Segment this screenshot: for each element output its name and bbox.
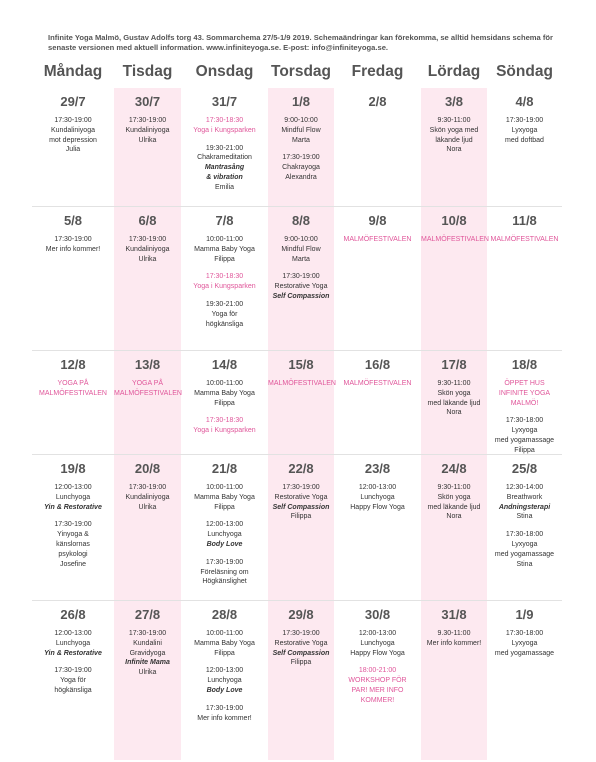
class-event — [268, 629, 334, 668]
event-line: Föreläsning om — [200, 568, 249, 576]
event-time: 10:00-11:00 — [206, 484, 243, 491]
event-time: 9:00-10:00 — [284, 117, 318, 124]
class-event — [181, 300, 268, 329]
event-time: 17:30-18:30 — [205, 417, 244, 425]
event-line: högkänsliga — [54, 686, 92, 694]
class-event — [421, 379, 487, 418]
event-time: 17:30-19:00 — [54, 667, 92, 675]
day-header: Söndag — [496, 62, 553, 80]
highlight-event — [114, 379, 181, 399]
event-line: KOMMER! — [360, 696, 395, 704]
event-time: 17:30-19:00 — [128, 117, 167, 124]
class-event — [181, 483, 268, 512]
event-line: Yoga för — [211, 310, 238, 318]
event-line: Skön yoga — [437, 493, 471, 501]
event-time: 18:00-21:00 — [358, 667, 397, 675]
event-time: 12:00-13:00 — [358, 630, 397, 637]
event-line: Mamma Baby Yoga — [194, 245, 255, 253]
event-line: mot depression — [49, 136, 97, 144]
event-line: Filippa — [514, 446, 535, 454]
event-line: känslornas — [56, 540, 90, 548]
day-cell — [114, 88, 181, 207]
event-line: Mer info kommer! — [197, 714, 252, 722]
event-line: Filippa — [290, 513, 312, 521]
event-line: Mamma Baby Yoga — [194, 493, 255, 501]
event-time: 17:30-19:00 — [54, 521, 92, 529]
class-event — [181, 144, 268, 193]
event-time: 17:30-19:00 — [54, 117, 92, 124]
schedule-intro: Infinite Yoga Malmö, Gustav Adolfs torg 43. Sommarchema 27/5-1/9 2019. Schemaändringar kan förekomma, se alltid hemsidans schema för senaste versionen med aktuell information. www.infiniteyoga.se. E-post: info@infiniteyoga.se. — [48, 33, 554, 53]
event-line: Mer info kommer! — [45, 245, 101, 253]
event-line: Ulrika — [138, 136, 157, 144]
day-date: 13/8 — [134, 357, 161, 372]
event-line: Kundaliniyoga — [125, 493, 170, 501]
day-cell — [268, 351, 334, 455]
day-date: 8/8 — [291, 213, 311, 228]
event-line: WORKSHOP FÖR — [348, 677, 407, 685]
class-event — [181, 666, 268, 695]
event-line: Lyxyoga — [511, 639, 538, 647]
event-line: Self Compassion — [272, 503, 330, 511]
class-event — [114, 116, 181, 145]
highlight-event — [181, 416, 268, 436]
day-header: Onsdag — [195, 62, 254, 80]
event-line: Lyxyoga — [511, 427, 538, 435]
class-event — [114, 629, 181, 678]
day-date: 9/8 — [368, 213, 387, 228]
class-event — [421, 116, 487, 155]
day-date: 17/8 — [441, 357, 467, 372]
event-time: MALMÖFESTIVALEN — [268, 380, 336, 387]
event-line: Skön yoga med — [429, 126, 479, 134]
schedule-grid — [32, 55, 562, 760]
event-line: MALMÖFESTIVALEN — [39, 389, 107, 397]
event-line: med läkande ljud — [427, 399, 481, 407]
event-time: 17:30-18:00 — [505, 531, 544, 539]
event-time: 17:30-19:00 — [282, 273, 320, 281]
event-line: Happy Flow Yoga — [350, 649, 405, 657]
class-event — [32, 235, 114, 255]
class-event — [32, 666, 114, 695]
event-line: Ulrika — [138, 255, 157, 263]
event-line: Body Love — [206, 540, 243, 548]
event-time: 17:30-19:00 — [282, 630, 320, 637]
event-time: 19:30-21:00 — [205, 300, 244, 308]
event-time: 17:30-19:00 — [128, 630, 167, 637]
class-event — [421, 629, 487, 649]
day-cell — [421, 601, 487, 760]
event-line: Högkänslighet — [202, 578, 247, 586]
class-event — [268, 153, 334, 182]
event-line: Self Compassion — [272, 292, 330, 300]
day-date: 28/8 — [211, 607, 238, 622]
event-line: Filippa — [214, 503, 235, 511]
event-line: Josefine — [59, 560, 87, 568]
event-time: 17:30-19:00 — [205, 558, 244, 566]
class-event — [181, 520, 268, 549]
event-line: Filippa — [214, 255, 235, 263]
event-line: Yin & Restorative — [44, 649, 102, 657]
day-cell — [334, 455, 421, 601]
event-time: 9:30-11:00 — [437, 484, 471, 491]
event-line: Filippa — [290, 659, 312, 667]
event-time: 9:30-11:00 — [437, 117, 471, 124]
event-line: Nora — [446, 409, 462, 417]
event-line: med yogamassage — [494, 550, 555, 558]
day-cell — [487, 88, 562, 207]
event-time: 10:00-11:00 — [206, 630, 243, 637]
day-cell — [32, 601, 114, 760]
day-cell — [334, 351, 421, 455]
highlight-event — [181, 272, 268, 292]
day-cell — [181, 601, 268, 760]
day-date: 5/8 — [63, 213, 83, 228]
event-time: 12:30-14:00 — [505, 484, 544, 491]
event-line: Stina — [516, 560, 533, 568]
class-event — [32, 629, 114, 658]
class-event — [181, 629, 268, 658]
event-time: 9:30-11:00 — [437, 380, 471, 387]
day-cell — [32, 88, 114, 207]
event-line: Chakrameditation — [197, 154, 252, 162]
event-line: Yinyoga & — [57, 531, 89, 539]
event-line: PAR! MER INFO — [351, 686, 404, 694]
class-event — [487, 416, 562, 455]
class-event — [181, 558, 268, 587]
day-date: 29/7 — [60, 94, 86, 109]
day-date: 26/8 — [60, 607, 86, 622]
day-cell — [114, 601, 181, 760]
day-cell — [421, 455, 487, 601]
class-event — [487, 530, 562, 569]
event-time: YOGA PÅ — [57, 380, 89, 387]
day-date: 3/8 — [444, 94, 464, 109]
class-event — [181, 704, 268, 724]
day-date: 30/8 — [364, 607, 391, 622]
day-cell — [334, 88, 421, 207]
day-date: 25/8 — [511, 461, 538, 476]
day-cell — [268, 88, 334, 207]
class-event — [487, 629, 562, 658]
event-line: Filippa — [214, 649, 235, 657]
day-date: 18/8 — [511, 357, 538, 372]
day-date: 29/8 — [288, 607, 314, 622]
day-cell — [487, 601, 562, 760]
day-cell — [421, 88, 487, 207]
event-line: Marta — [292, 136, 310, 144]
day-date: 16/8 — [364, 357, 391, 372]
event-line: Skön yoga — [437, 389, 471, 397]
highlight-event — [334, 666, 421, 705]
highlight-event — [268, 379, 334, 389]
event-line: med yogamassage — [494, 649, 555, 657]
event-line: Yoga i Kungsparken — [193, 126, 256, 134]
event-line: Happy Flow Yoga — [350, 503, 405, 511]
day-cell — [334, 207, 421, 351]
class-event — [268, 116, 334, 145]
event-line: Yoga i Kungsparken — [193, 427, 256, 435]
event-line: Lyxyoga — [511, 126, 538, 134]
event-line: MALMÖFESTIVALEN — [114, 389, 182, 397]
event-line: Mindful Flow — [281, 126, 321, 134]
day-date: 4/8 — [515, 94, 534, 109]
day-cell — [114, 351, 181, 455]
event-time: 17:30-19:00 — [505, 117, 544, 124]
event-line: Nora — [446, 513, 462, 521]
class-event — [32, 483, 114, 512]
event-time: 12:00-13:00 — [358, 484, 397, 491]
event-time: 17:30-19:00 — [282, 484, 320, 491]
event-line: Infinite Mama — [125, 659, 170, 667]
day-cell — [32, 455, 114, 601]
day-cell — [114, 455, 181, 601]
event-time: 17:30-18:00 — [505, 417, 544, 425]
event-line: Kundalini — [133, 639, 162, 647]
event-time: 9:00-10:00 — [284, 236, 318, 243]
class-event — [114, 483, 181, 512]
event-time: 12:00-13:00 — [205, 521, 244, 529]
event-time: 17:30-18:30 — [205, 117, 244, 124]
event-line: högkänsliga — [205, 320, 244, 328]
day-cell — [268, 455, 334, 601]
day-date: 27/8 — [134, 607, 161, 622]
event-time: 17:30-19:00 — [128, 236, 167, 243]
day-date: 6/8 — [138, 213, 157, 228]
class-event — [487, 483, 562, 522]
class-event — [114, 235, 181, 264]
day-cell — [421, 207, 487, 351]
class-event — [334, 483, 421, 512]
event-time: 19:30-21:00 — [205, 144, 244, 152]
day-cell — [421, 351, 487, 455]
event-line: Lunchyoga — [207, 531, 242, 539]
event-time: 12:00-13:00 — [54, 630, 92, 637]
class-event — [181, 235, 268, 264]
day-cell — [268, 601, 334, 760]
class-event — [268, 483, 334, 522]
event-time: MALMÖFESTIVALEN — [490, 236, 559, 243]
event-line: Julia — [65, 146, 81, 154]
event-time: MALMÖFESTIVALEN — [343, 380, 412, 387]
event-time: 12:00-13:00 — [54, 484, 92, 491]
class-event — [268, 235, 334, 264]
event-line: Yoga i Kungsparken — [193, 283, 256, 291]
class-event — [181, 379, 268, 408]
event-line: Andningsterapi — [498, 503, 551, 511]
day-cell — [32, 207, 114, 351]
event-time: 9.30-11:00 — [437, 630, 471, 637]
event-line: Lunchyoga — [207, 677, 242, 685]
day-header: Fredag — [351, 62, 404, 80]
event-line: Body Love — [206, 686, 243, 694]
event-line: med yogamassage — [494, 436, 555, 444]
event-time: ÖPPET HUS — [504, 380, 545, 387]
event-line: med läkande ljud — [427, 503, 481, 511]
day-header: Torsdag — [271, 62, 331, 80]
day-cell — [181, 207, 268, 351]
event-line: Mantrasång — [204, 164, 245, 172]
event-line: Yoga för — [60, 677, 86, 685]
day-date: 14/8 — [211, 357, 238, 372]
class-event — [268, 272, 334, 301]
day-header: Lördag — [427, 62, 481, 80]
event-line: Yin & Restorative — [44, 503, 102, 511]
day-cell — [268, 207, 334, 351]
day-cell — [181, 351, 268, 455]
day-date: 1/9 — [515, 607, 534, 622]
event-time: YOGA PÅ — [131, 380, 164, 387]
day-header: Tisdag — [122, 62, 173, 80]
day-cell — [487, 207, 562, 351]
event-line: Stina — [516, 513, 533, 521]
event-time: 17:30-19:00 — [282, 154, 320, 162]
event-line: Chakrayoga — [282, 164, 320, 172]
event-line: Lunchyoga — [360, 493, 395, 501]
day-date: 1/8 — [291, 94, 311, 109]
day-date: 31/7 — [211, 94, 238, 109]
event-time: MALMÖFESTIVALEN — [421, 236, 489, 243]
class-event — [421, 483, 487, 522]
event-line: Mindful Flow — [281, 245, 321, 253]
day-date: 11/8 — [512, 213, 537, 228]
event-line: Emilia — [214, 183, 235, 191]
event-time: 10:00-11:00 — [206, 380, 243, 387]
class-event — [334, 629, 421, 658]
highlight-event — [421, 235, 487, 245]
day-cell — [32, 351, 114, 455]
event-line: Kundaliniyoga — [125, 126, 170, 134]
event-line: Lunchyoga — [55, 639, 91, 647]
event-line: Restorative Yoga — [274, 493, 328, 501]
event-line: Kundaliniyoga — [51, 126, 95, 134]
event-line: Nora — [446, 146, 462, 154]
day-date: 22/8 — [288, 461, 314, 476]
event-time: 17:30-19:00 — [54, 236, 92, 243]
event-line: Mamma Baby Yoga — [194, 389, 255, 397]
event-time: 10:00-11:00 — [206, 236, 243, 243]
event-line: Ulrika — [138, 503, 157, 511]
day-cell — [487, 455, 562, 601]
event-line: Breathwork — [506, 493, 543, 501]
event-line: Gravidyoga — [129, 649, 166, 657]
event-line: Lyxyoga — [511, 540, 538, 548]
event-line: Kundaliniyoga — [125, 245, 170, 253]
day-date: 21/8 — [211, 461, 238, 476]
day-date: 31/8 — [441, 607, 467, 622]
event-time: 12:00-13:00 — [205, 667, 244, 675]
event-line: med doftbad — [505, 136, 544, 144]
event-line: Restorative Yoga — [274, 639, 328, 647]
day-header: Måndag — [43, 62, 103, 80]
day-date: 7/8 — [215, 213, 234, 228]
event-line: Restorative Yoga — [274, 283, 328, 291]
day-date: 2/8 — [368, 94, 387, 109]
event-time: 17:30-19:00 — [128, 484, 167, 491]
event-line: Alexandra — [285, 173, 317, 181]
event-line: INFINITE YOGA — [498, 389, 551, 397]
day-date: 15/8 — [288, 357, 314, 372]
day-date: 10/8 — [441, 213, 467, 228]
highlight-event — [334, 235, 421, 245]
highlight-event — [32, 379, 114, 399]
event-line: Lunchyoga — [55, 493, 91, 501]
highlight-event — [181, 116, 268, 136]
day-cell — [114, 207, 181, 351]
event-line: Filippa — [214, 399, 235, 407]
event-time: 17:30-18:00 — [505, 630, 544, 637]
event-line: Marta — [292, 255, 310, 263]
highlight-event — [487, 379, 562, 408]
event-line: Mamma Baby Yoga — [194, 639, 255, 647]
day-cell — [181, 88, 268, 207]
day-cell — [334, 601, 421, 760]
event-line: MALMÖ! — [510, 399, 539, 407]
day-date: 12/8 — [60, 357, 86, 372]
day-cell — [181, 455, 268, 601]
event-time: MALMÖFESTIVALEN — [343, 236, 412, 243]
day-date: 19/8 — [60, 461, 86, 476]
class-event — [487, 116, 562, 145]
event-line: Ulrika — [138, 669, 157, 677]
highlight-event — [487, 235, 562, 245]
event-line: & vibration — [206, 173, 243, 181]
day-date: 30/7 — [134, 94, 161, 109]
event-time: 17:30-18:30 — [205, 273, 244, 281]
day-cell — [487, 351, 562, 455]
event-time: 17:30-19:00 — [205, 704, 244, 712]
day-date: 24/8 — [441, 461, 467, 476]
event-line: Self Compassion — [272, 649, 330, 657]
day-date: 20/8 — [134, 461, 161, 476]
event-line: psykologi — [58, 550, 88, 558]
event-line: Mer info kommer! — [426, 639, 482, 647]
event-line: Lunchyoga — [360, 639, 395, 647]
class-event — [32, 520, 114, 569]
highlight-event — [334, 379, 421, 389]
event-line: läkande ljud — [435, 136, 473, 144]
class-event — [32, 116, 114, 155]
day-date: 23/8 — [364, 461, 391, 476]
